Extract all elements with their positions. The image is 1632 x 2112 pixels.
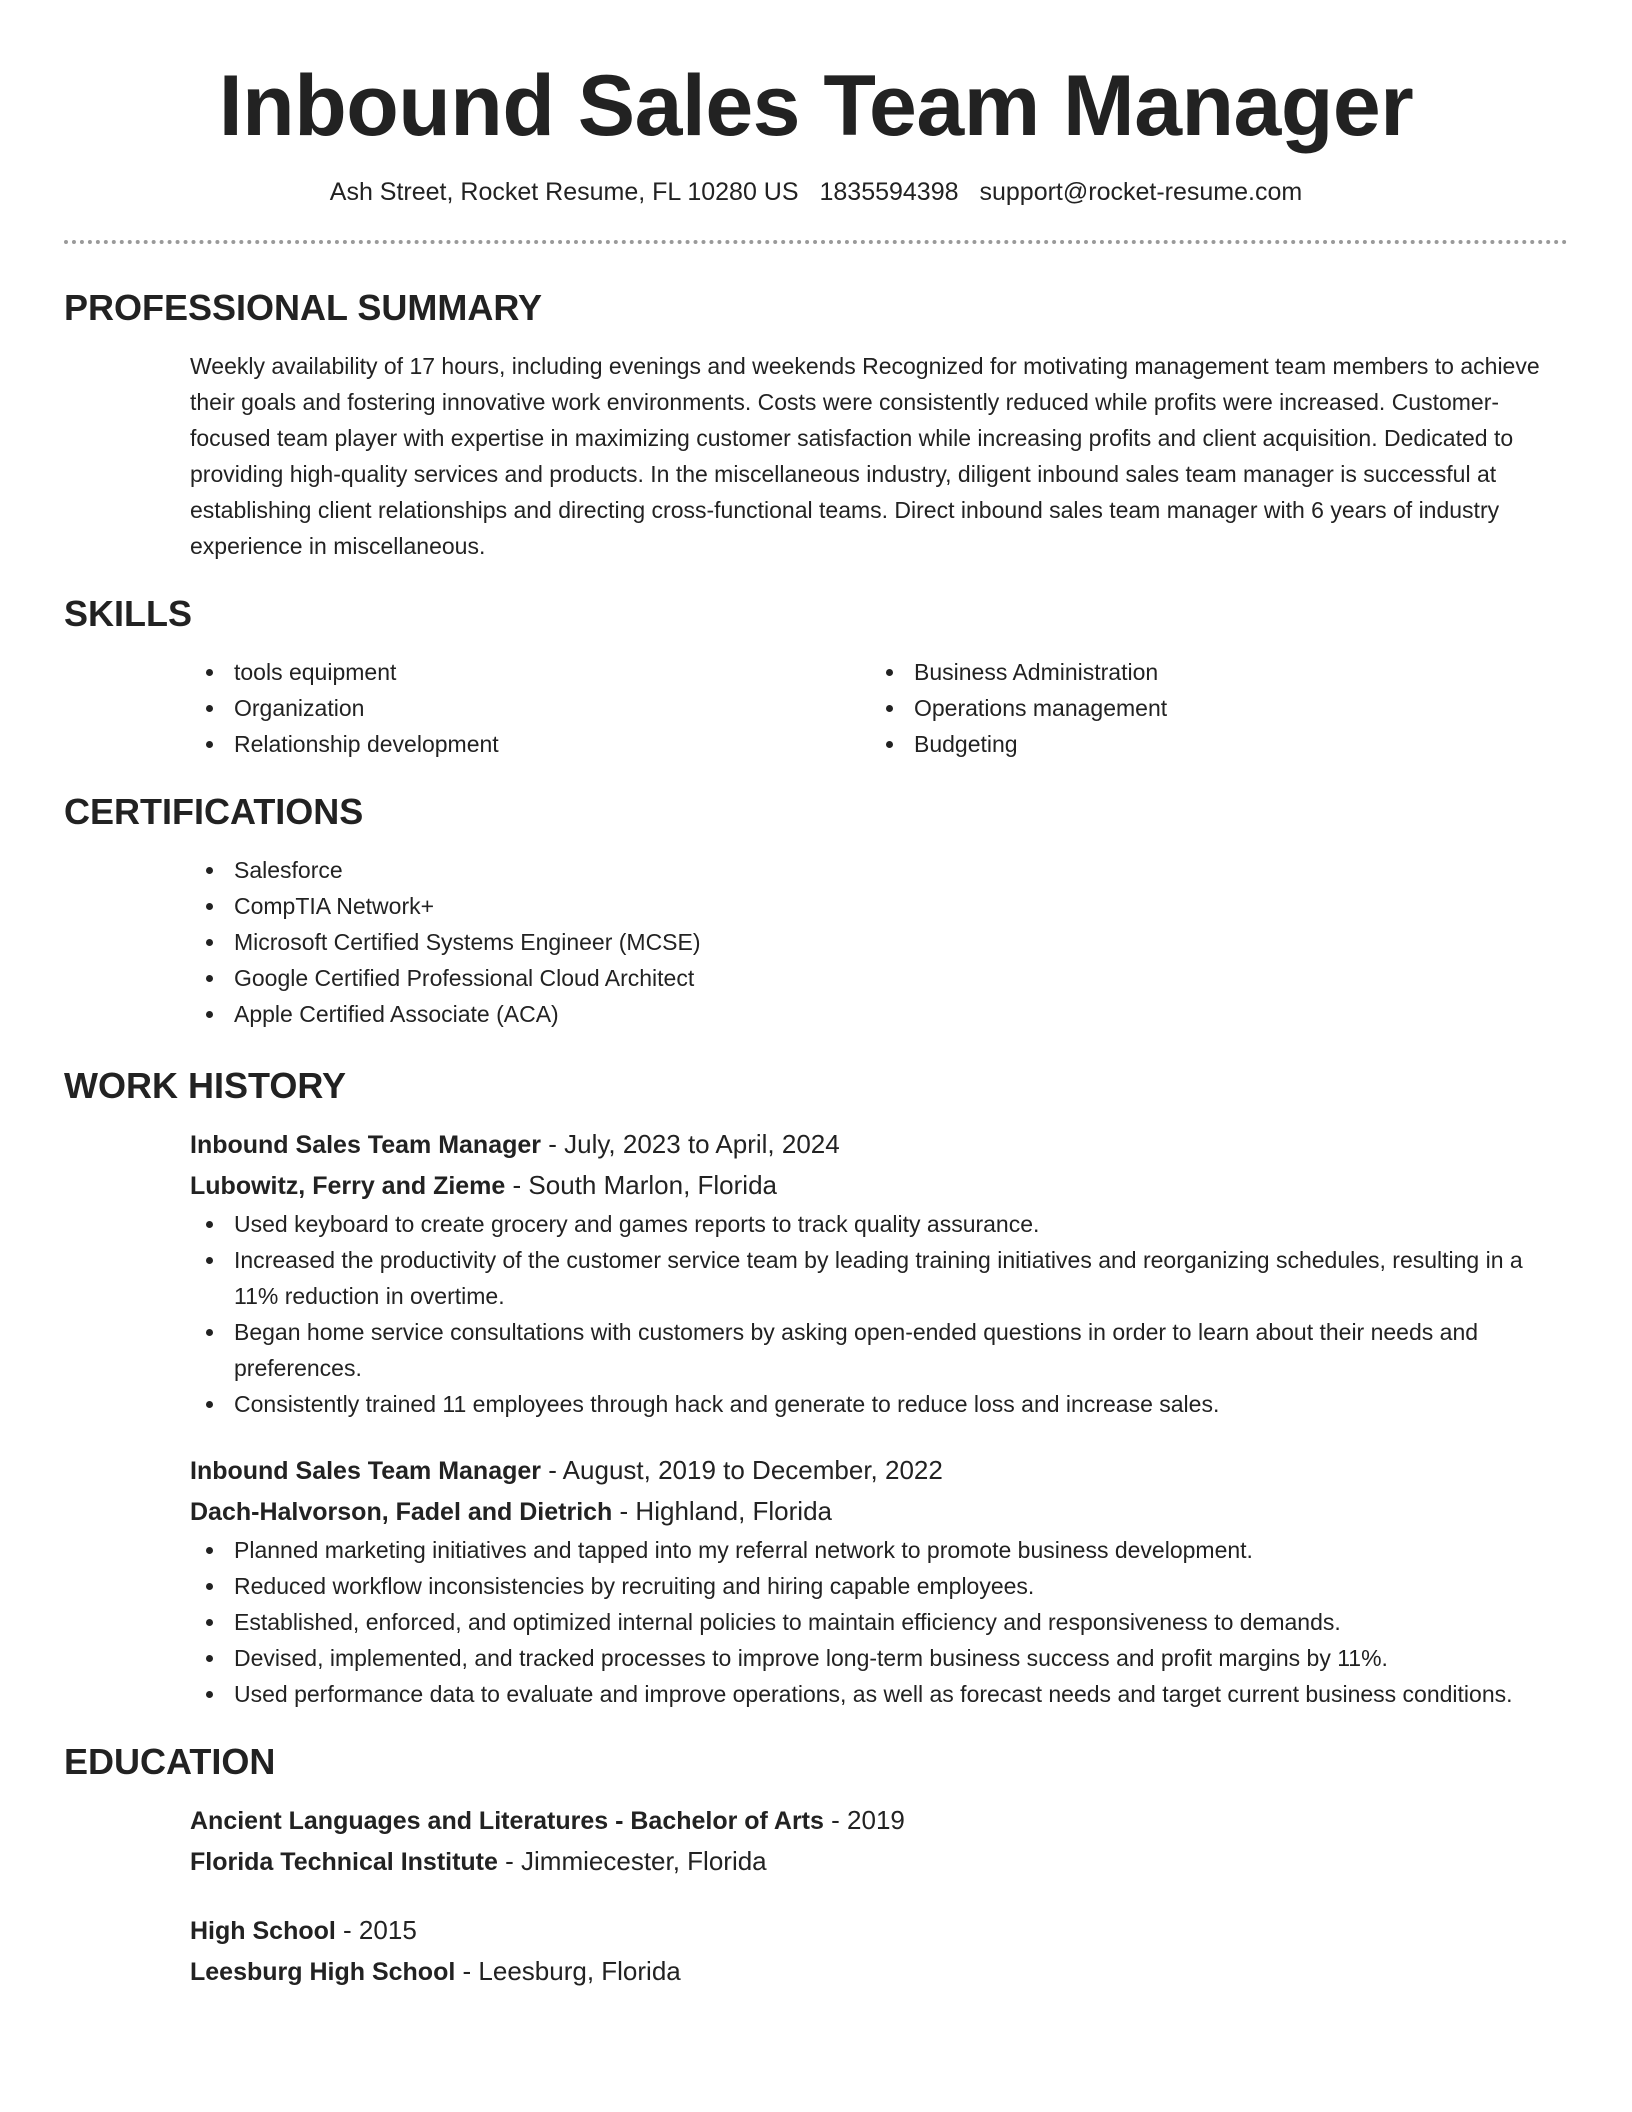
skills-list-left xyxy=(190,654,870,762)
job-bullet: Began home service consultations with customers by asking open-ended questions in order to learn about their needs and preferences. xyxy=(190,1314,1568,1386)
job-bullet: Devised, implemented, and tracked processes to improve long-term business success and profit margins by 11%. xyxy=(190,1640,1568,1676)
certification-item: Microsoft Certified Systems Engineer (MCSE) xyxy=(190,924,1568,960)
job-dates: - July, 2023 to April, 2024 xyxy=(541,1129,840,1159)
education-year: - 2015 xyxy=(335,1915,417,1945)
education-degree-line xyxy=(190,1800,1568,1841)
education-year: - 2019 xyxy=(823,1805,905,1835)
summary-section xyxy=(64,286,1568,564)
certification-item: Apple Certified Associate (ACA) xyxy=(190,996,1568,1032)
job-company-line xyxy=(190,1491,1568,1532)
job-location: - Highland, Florida xyxy=(612,1496,832,1526)
job-bullets xyxy=(190,1532,1568,1712)
education-entry xyxy=(190,1910,1568,1992)
summary-text: Weekly availability of 17 hours, including evenings and weekends Recognized for motivating management team members to achieve their goals and fostering innovative work environments. Costs were consistently reduced while profits were increased. Customer-focused team player with expertise in maximizing customer satisfaction while increasing profits and client acquisition. Dedicated to providing high-quality services and products. In the miscellaneous industry, diligent inbound sales team manager is successful at establishing client relationships and directing cross-functional teams. Direct inbound sales team manager with 6 years of industry experience in miscellaneous. xyxy=(190,353,1540,559)
job-title-line xyxy=(190,1124,1568,1165)
education-degree: Ancient Languages and Literatures - Bachelor of Arts xyxy=(190,1807,824,1835)
job-company-line xyxy=(190,1165,1568,1206)
section-title-education: EDUCATION xyxy=(64,1741,276,1782)
skills-section xyxy=(64,592,1568,762)
job-company: Dach-Halvorson, Fadel and Dietrich xyxy=(190,1498,613,1526)
education-location: - Jimmiecester, Florida xyxy=(497,1846,767,1876)
job-bullet: Used performance data to evaluate and improve operations, as well as forecast needs and target current business conditions. xyxy=(190,1676,1568,1712)
education-location: - Leesburg, Florida xyxy=(455,1956,681,1986)
skill-item: tools equipment xyxy=(190,654,870,690)
contact-phone: 1835594398 xyxy=(819,178,959,206)
job-bullet: Reduced workflow inconsistencies by recruiting and hiring capable employees. xyxy=(190,1568,1568,1604)
education-degree-line xyxy=(190,1910,1568,1951)
skills-grid xyxy=(190,654,1568,762)
skill-item: Operations management xyxy=(870,690,1550,726)
contact-address: Ash Street, Rocket Resume, FL 10280 US xyxy=(329,178,799,206)
certification-item: CompTIA Network+ xyxy=(190,888,1568,924)
education-school: Florida Technical Institute xyxy=(190,1848,498,1876)
education-entry xyxy=(190,1800,1568,1882)
job-role: Inbound Sales Team Manager xyxy=(190,1457,542,1485)
education-school-line xyxy=(190,1841,1568,1882)
job-bullets xyxy=(190,1206,1568,1422)
job-entry xyxy=(190,1124,1568,1422)
job-location: - South Marlon, Florida xyxy=(505,1170,777,1200)
skill-item: Budgeting xyxy=(870,726,1550,762)
work-history-section xyxy=(64,1064,1568,1712)
job-bullet: Established, enforced, and optimized internal policies to maintain efficiency and responsiveness to demands. xyxy=(190,1604,1568,1640)
education-section xyxy=(64,1740,1568,1992)
certification-item: Google Certified Professional Cloud Architect xyxy=(190,960,1568,996)
certification-item: Salesforce xyxy=(190,852,1568,888)
job-dates: - August, 2019 to December, 2022 xyxy=(541,1455,943,1485)
skill-item: Business Administration xyxy=(870,654,1550,690)
job-bullet: Used keyboard to create grocery and games reports to track quality assurance. xyxy=(190,1206,1568,1242)
job-bullet: Consistently trained 11 employees through hack and generate to reduce loss and increase sales. xyxy=(190,1386,1568,1422)
header-divider xyxy=(64,240,1568,244)
education-school: Leesburg High School xyxy=(190,1958,456,1986)
section-title-summary: PROFESSIONAL SUMMARY xyxy=(64,287,543,328)
job-company: Lubowitz, Ferry and Zieme xyxy=(190,1172,506,1200)
job-title-line xyxy=(190,1450,1568,1491)
certifications-section xyxy=(64,790,1568,1032)
job-entry xyxy=(190,1450,1568,1712)
skill-item: Organization xyxy=(190,690,870,726)
contact-line xyxy=(64,176,1568,208)
resume-name: Inbound Sales Team Manager xyxy=(218,58,1414,154)
skill-item: Relationship development xyxy=(190,726,870,762)
section-title-work-history: WORK HISTORY xyxy=(64,1065,347,1106)
job-role: Inbound Sales Team Manager xyxy=(190,1131,542,1159)
job-bullet: Increased the productivity of the customer service team by leading training initiatives and reorganizing schedules, resulting in a 11% reduction in overtime. xyxy=(190,1242,1568,1314)
contact-email: support@rocket-resume.com xyxy=(979,178,1303,206)
skills-list-right xyxy=(870,654,1550,762)
education-degree: High School xyxy=(190,1917,336,1945)
section-title-certifications: CERTIFICATIONS xyxy=(64,791,364,832)
education-school-line xyxy=(190,1951,1568,1992)
certifications-list xyxy=(190,852,1568,1032)
job-bullet: Planned marketing initiatives and tapped into my referral network to promote business development. xyxy=(190,1532,1568,1568)
section-title-skills: SKILLS xyxy=(64,593,193,634)
